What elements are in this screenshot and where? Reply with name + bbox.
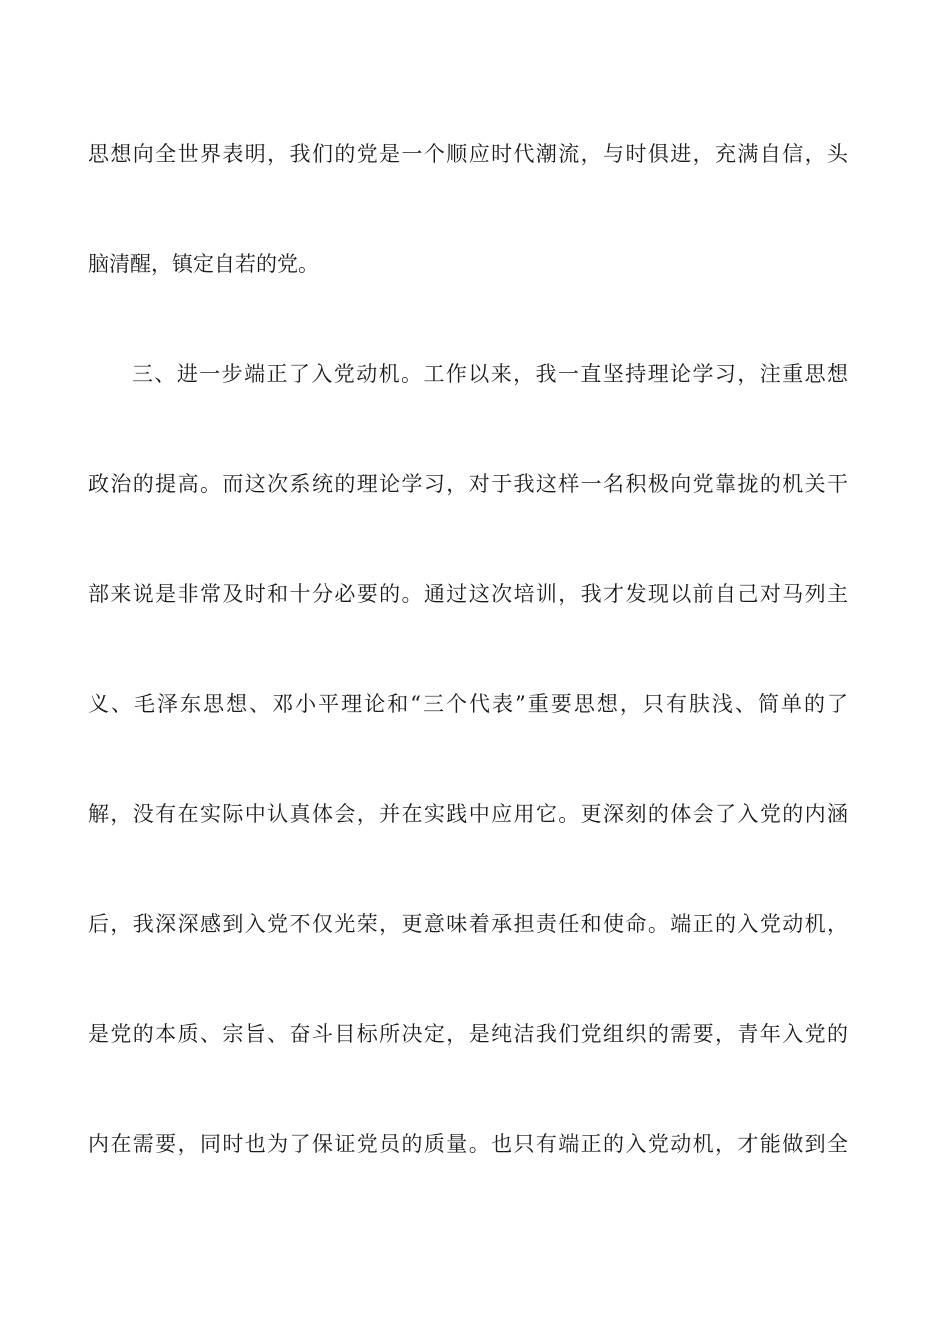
text-line: 部来说是非常及时和十分必要的。通过这次培训，我才发现以前自己对马列主 bbox=[88, 582, 848, 606]
text-line: 思想向全世界表明，我们的党是一个顺应时代潮流，与时俱进，充满自信，头 bbox=[88, 142, 848, 166]
body-text bbox=[88, 127, 848, 1227]
text-line: 脑清醒，镇定自若的党。 bbox=[88, 252, 319, 276]
text-line: 后，我深深感到入党不仅光荣，更意味着承担责任和使命。端正的入党动机， bbox=[88, 912, 848, 936]
text-line: 解，没有在实际中认真体会，并在实践中应用它。更深刻的体会了入党的内涵 bbox=[88, 802, 848, 826]
text-line: 义、毛泽东思想、邓小平理论和“三个代表”重要思想，只有肤浅、简单的了 bbox=[88, 692, 848, 716]
paragraph-first-line: 三、进一步端正了入党动机。工作以来，我一直坚持理论学习，注重思想 bbox=[132, 362, 848, 386]
text-line: 内在需要，同时也为了保证党员的质量。也只有端正的入党动机，才能做到全 bbox=[88, 1132, 848, 1156]
text-line: 是党的本质、宗旨、奋斗目标所决定，是纯洁我们党组织的需要，青年入党的 bbox=[88, 1022, 848, 1046]
text-line: 政治的提高。而这次系统的理论学习，对于我这样一名积极向党靠拢的机关干 bbox=[88, 472, 848, 496]
